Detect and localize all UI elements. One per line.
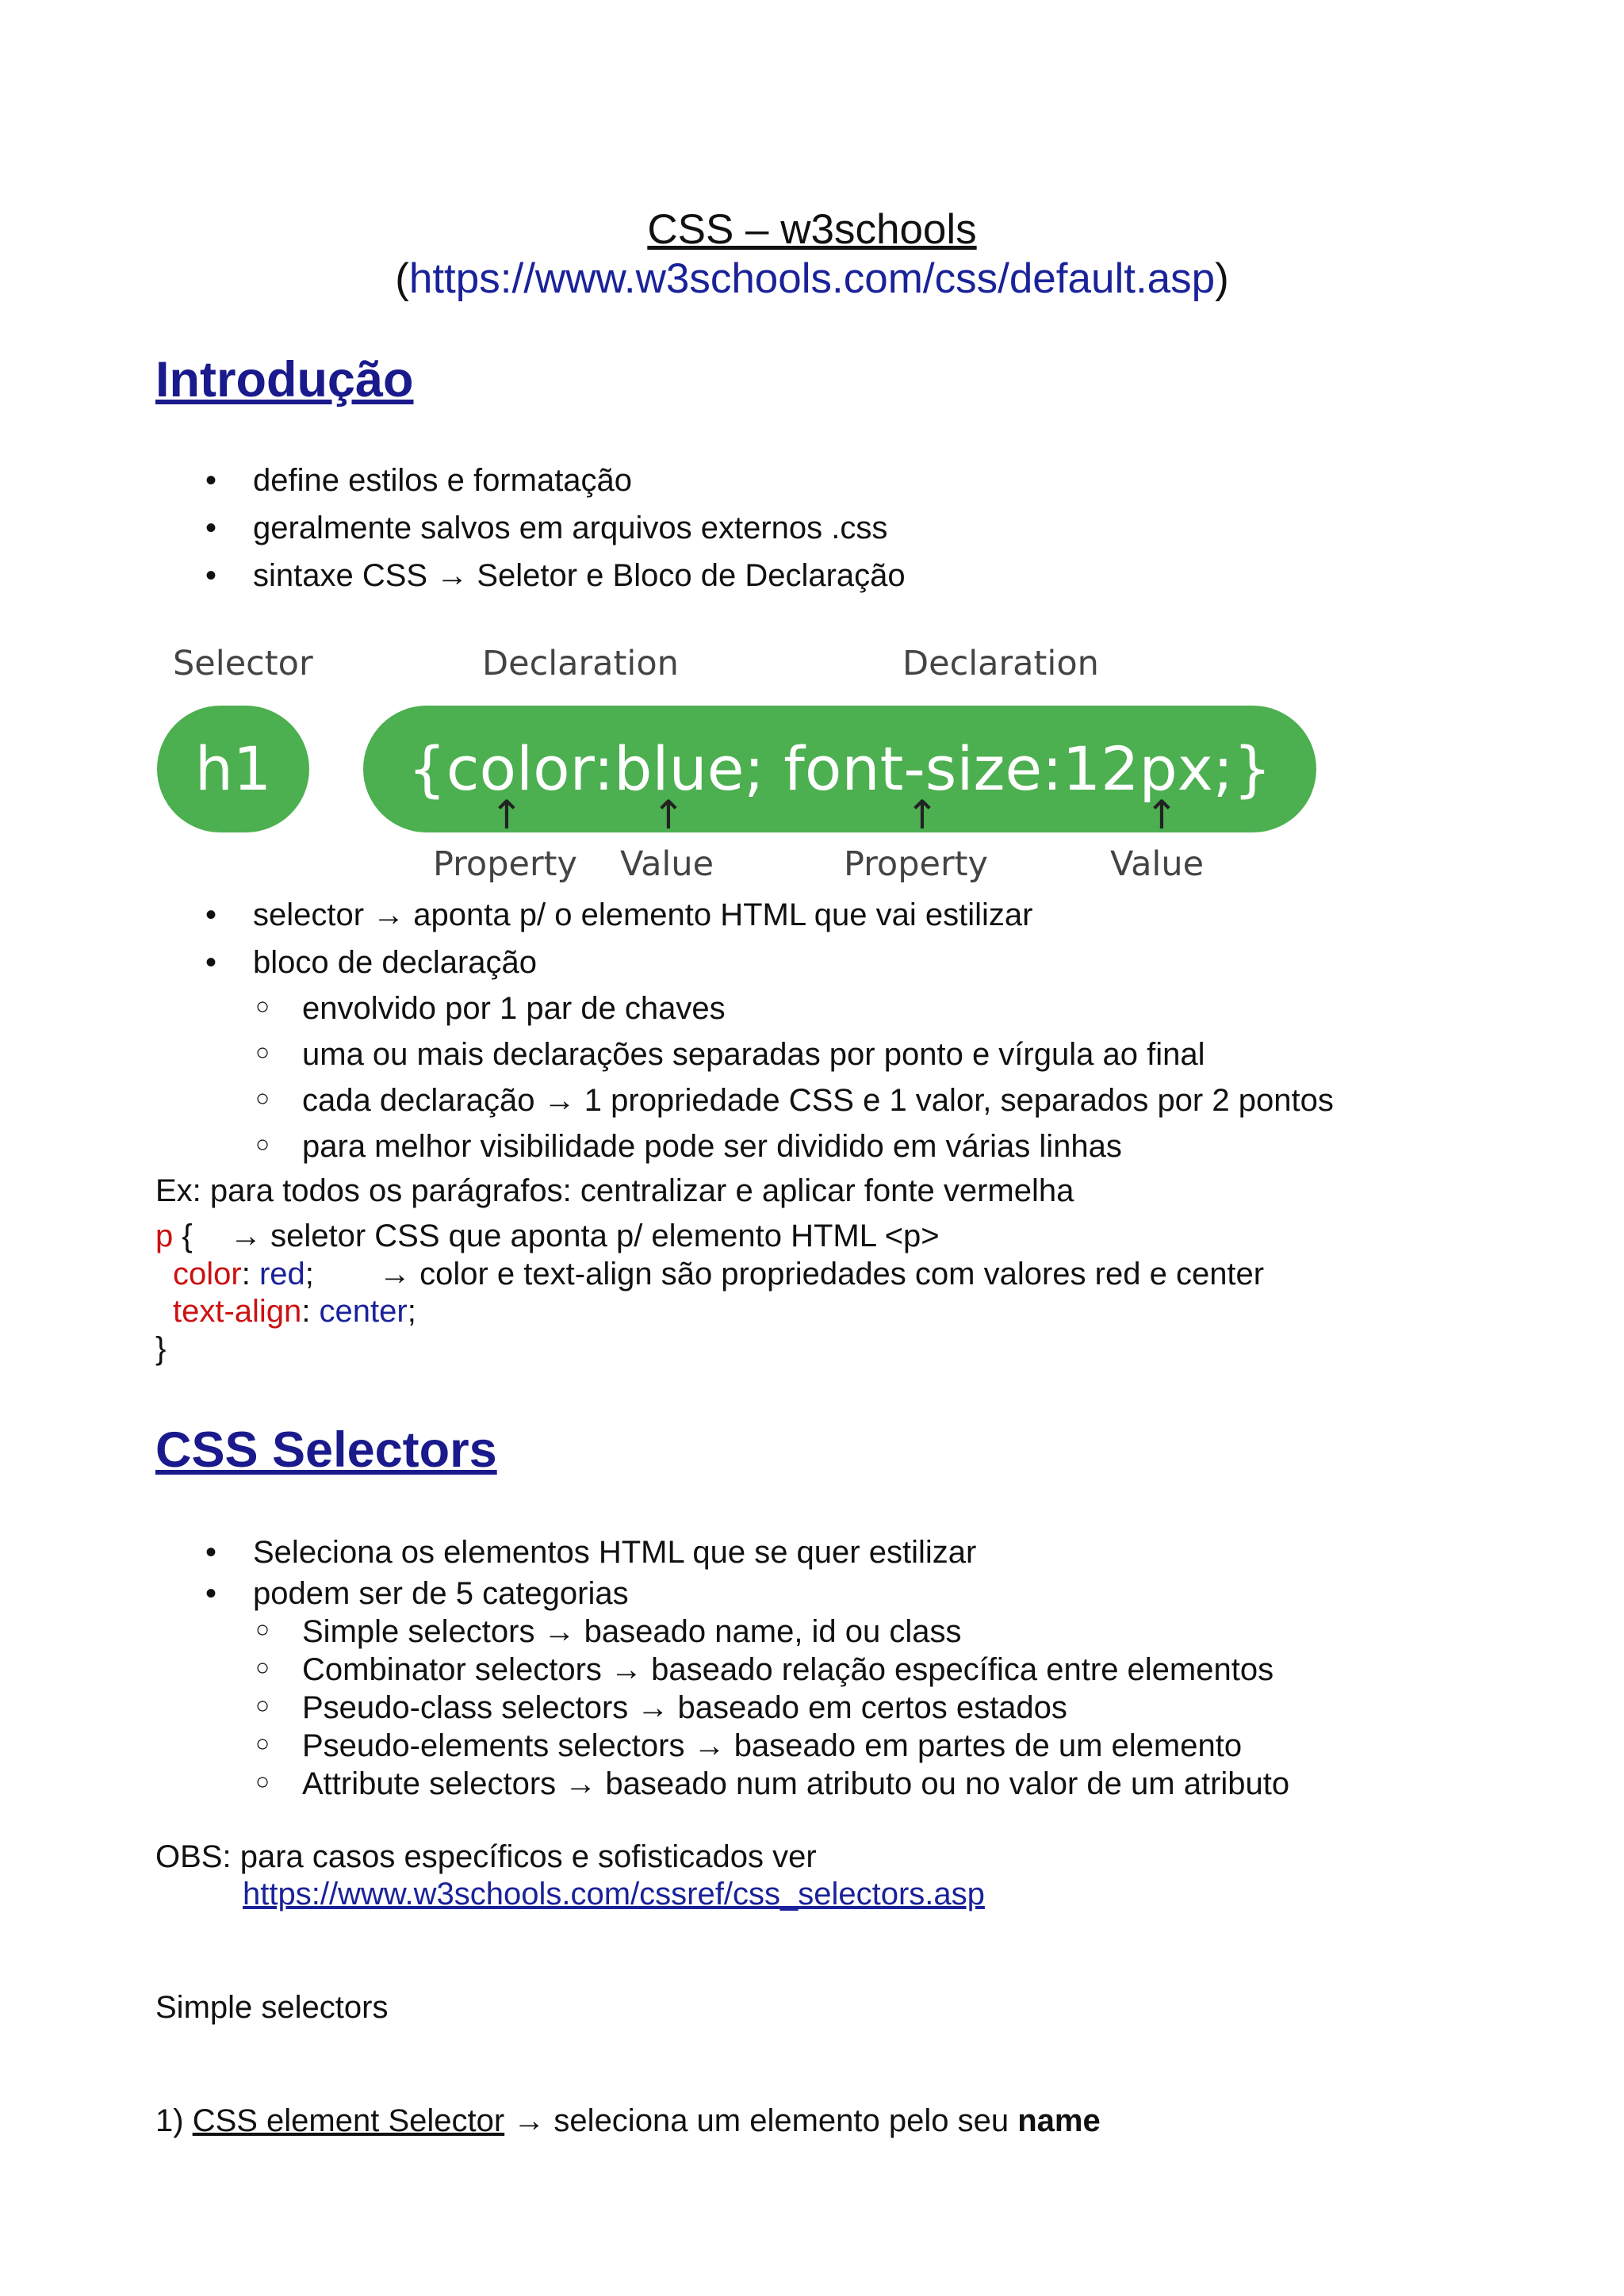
- selectors-bullet-1: • Seleciona os elementos HTML que se quer estilizar: [155, 1533, 1289, 1571]
- selector-pill-text: h1: [194, 733, 272, 805]
- example-caption: Ex: para todos os parágrafos: centralizar e aplicar fonte vermelha: [155, 1173, 1074, 1208]
- url-open-paren: (: [395, 255, 409, 302]
- css-syntax-diagram: [155, 644, 1361, 897]
- section-heading-css-selectors: CSS Selectors: [155, 1422, 497, 1478]
- diagram-label-property-2: Property: [844, 844, 988, 884]
- up-arrow-icon: ↑: [1145, 792, 1178, 838]
- obs-note: OBS: para casos específicos e sofisticados ver: [155, 1839, 817, 1874]
- up-arrow-icon: ↑: [906, 792, 939, 838]
- code-value-red: red: [259, 1257, 305, 1292]
- code-prop-text-align: text-align: [173, 1294, 302, 1329]
- source-url-line: [0, 254, 1624, 304]
- simple-selectors-subheading: Simple selectors: [155, 1990, 389, 2025]
- diagram-label-selector: Selector: [173, 644, 313, 683]
- category-item: ○ Attribute selectors → baseado num atributo ou no valor de um atributo: [155, 1765, 1289, 1803]
- bullet-declaration-block-label: bloco de declaração: [253, 945, 538, 980]
- code-line-2: color: red;: [173, 1257, 314, 1292]
- syntax-bullet-list: [155, 896, 1334, 1165]
- up-arrow-icon: ↑: [652, 792, 685, 838]
- declaration-sub-list: [155, 989, 1334, 1165]
- up-arrow-icon: ↑: [490, 792, 523, 838]
- section-heading-introducao: Introdução: [155, 352, 414, 408]
- source-url-link[interactable]: https://www.w3schools.com/css/default.asp: [408, 255, 1216, 302]
- document-title: CSS – w3schools: [647, 206, 977, 253]
- category-item: ○ Pseudo-elements selectors → baseado em partes de um elemento: [155, 1727, 1289, 1765]
- diagram-label-value-2: Value: [1110, 844, 1205, 884]
- code-selector: p: [155, 1219, 174, 1253]
- intro-bullet-3: • sintaxe CSS → Seletor e Bloco de Declaração: [155, 557, 906, 595]
- selectors-reference-link[interactable]: https://www.w3schools.com/cssref/css_selectors.asp: [243, 1877, 985, 1911]
- bullet-selector: • selector → aponta p/ o elemento HTML que vai estilizar: [155, 896, 1334, 934]
- code-comment-1: → seletor CSS que aponta p/ elemento HTML <p>: [230, 1219, 940, 1253]
- code-comment-2: → color e text-align são propriedades com valores red e center: [379, 1257, 1265, 1292]
- selectors-bullet-list: [155, 1533, 1289, 1803]
- diagram-label-declaration-1: Declaration: [482, 644, 679, 683]
- selectors-bullet-2-label: podem ser de 5 categorias: [253, 1576, 629, 1611]
- diagram-label-property-1: Property: [433, 844, 577, 884]
- selector-pill: [157, 706, 309, 832]
- bullet-declaration-block: [155, 943, 1334, 1165]
- code-close-brace: }: [155, 1331, 167, 1366]
- selectors-bullet-2: [155, 1575, 1289, 1803]
- intro-bullet-1: • define estilos e formatação: [155, 461, 906, 499]
- diagram-label-value-1: Value: [620, 844, 714, 884]
- element-selector-line: 1) CSS element Selector → seleciona um elemento pelo seu name: [155, 2103, 1101, 2138]
- code-line-3: text-align: center;: [173, 1294, 416, 1329]
- sub-bullet-3: ○ cada declaração → 1 propriedade CSS e 1 valor, separados por 2 pontos: [155, 1081, 1334, 1119]
- code-value-center: center: [319, 1294, 408, 1329]
- category-item: ○ Simple selectors → baseado name, id ou class: [155, 1613, 1289, 1651]
- category-item: ○ Combinator selectors → baseado relação específica entre elementos: [155, 1651, 1289, 1689]
- sub-bullet-2: ○ uma ou mais declarações separadas por ponto e vírgula ao final: [155, 1035, 1334, 1073]
- diagram-label-declaration-2: Declaration: [902, 644, 1099, 683]
- element-selector-link[interactable]: CSS element Selector: [192, 2103, 505, 2138]
- url-close-paren: ): [1215, 255, 1229, 302]
- selector-categories-list: [155, 1613, 1289, 1803]
- code-open-brace: {: [173, 1219, 193, 1253]
- code-prop-color: color: [173, 1257, 242, 1292]
- sub-bullet-4: ○ para melhor visibilidade pode ser dividido em várias linhas: [155, 1127, 1334, 1165]
- intro-bullet-2: • geralmente salvos em arquivos externos .css: [155, 509, 906, 547]
- code-line-1: [155, 1217, 193, 1255]
- name-keyword: name: [1017, 2103, 1101, 2138]
- declaration-pill-text: {color:blue; font-size:12px;}: [408, 733, 1272, 805]
- sub-bullet-1: ○ envolvido por 1 par de chaves: [155, 989, 1334, 1027]
- category-item: ○ Pseudo-class selectors → baseado em certos estados: [155, 1689, 1289, 1727]
- intro-bullet-list: [155, 461, 906, 595]
